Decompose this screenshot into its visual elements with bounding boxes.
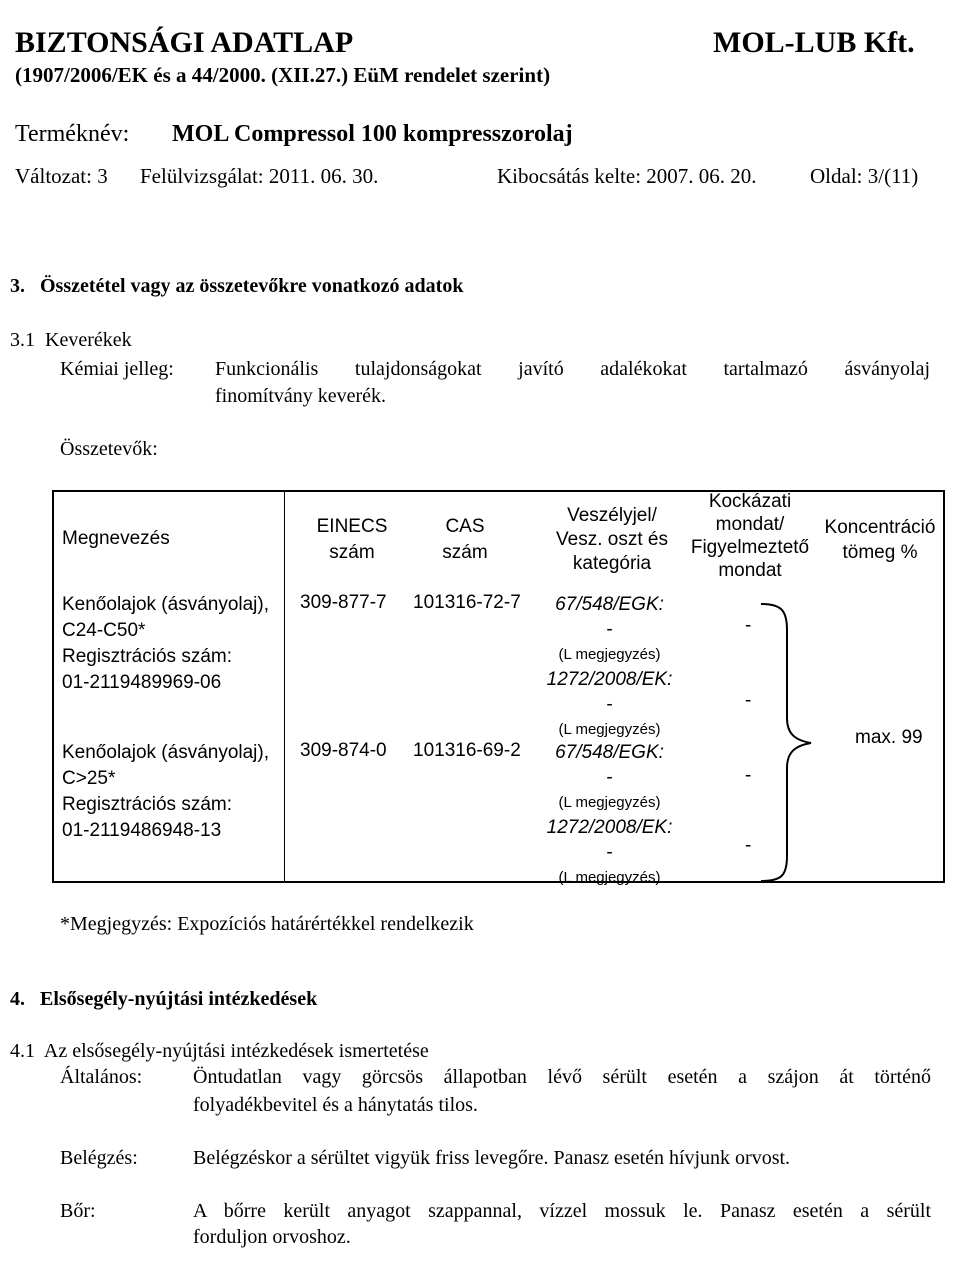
footnote: *Megjegyzés: Expozíciós határértékkel rendelkezik bbox=[60, 913, 474, 935]
inhalation-label: Belégzés: bbox=[60, 1147, 138, 1169]
hazard-class: 67/548/EGK: - (L megjegyzés) 1272/2008/EK: - (L megjegyzés) bbox=[546, 742, 673, 886]
general-text: Öntudatlan vagy görcsös állapotban lévő sérült esetén a szájon át történő bbox=[193, 1066, 931, 1088]
regulation-line: (1907/2006/EK és a 44/2000. (XII.27.) EüM rendelet szerint) bbox=[15, 63, 551, 87]
hazard-class: 67/548/EGK: - (L megjegyzés) 1272/2008/EK: - (L megjegyzés) bbox=[546, 594, 673, 738]
skin-label: Bőr: bbox=[60, 1200, 96, 1222]
table-row: Kenőolajok (ásványolaj), C24-C50* Regisztrációs szám: 01-2119489969-06 bbox=[62, 594, 270, 693]
skin-text-2: forduljon orvoshoz. bbox=[193, 1226, 351, 1248]
table-row: Kenőolajok (ásványolaj), C>25* Regisztrációs szám: 01-2119486948-13 bbox=[62, 742, 270, 841]
page-number: Oldal: 3/(11) bbox=[810, 164, 919, 188]
chemical-nature-label: Kémiai jelleg: bbox=[60, 358, 174, 380]
risk-phrase: - bbox=[745, 835, 752, 856]
table-divider bbox=[284, 490, 285, 883]
general-label: Általános: bbox=[60, 1066, 143, 1088]
header-concentration: Koncentráció tömeg % bbox=[824, 517, 936, 563]
risk-phrase: - bbox=[745, 765, 752, 786]
header-einecs: EINECS szám bbox=[316, 516, 388, 563]
cas-number: 101316-69-2 bbox=[413, 740, 521, 761]
chemical-nature-text-2: finomítvány keverék. bbox=[215, 385, 387, 407]
einecs-number: 309-874-0 bbox=[300, 740, 387, 761]
risk-phrase: - bbox=[745, 690, 752, 711]
document-title: BIZTONSÁGI ADATLAP bbox=[15, 26, 354, 59]
issue-date: Kibocsátás kelte: 2007. 06. 20. bbox=[497, 164, 757, 188]
revision-date: Felülvizsgálat: 2011. 06. 30. bbox=[140, 164, 379, 188]
header-risk: Kockázati mondat/ Figyelmeztető mondat bbox=[690, 491, 810, 581]
section-4-1-heading: 4.1 Az elsősegély-nyújtási intézkedések ismertetése bbox=[10, 1040, 429, 1062]
inhalation-text: Belégzéskor a sérültet vigyük friss levegőre. Panasz esetén hívjunk orvost. bbox=[193, 1147, 791, 1169]
product-name: MOL Compressol 100 kompresszorolaj bbox=[172, 121, 573, 147]
cas-number: 101316-72-7 bbox=[413, 592, 521, 613]
version: Változat: 3 bbox=[15, 164, 108, 188]
company-name: MOL-LUB Kft. bbox=[713, 26, 915, 59]
header-name: Megnevezés bbox=[62, 528, 170, 549]
section-3-heading: 3. Összetétel vagy az összetevőkre vonatkozó adatok bbox=[10, 275, 464, 297]
section-4-heading: 4. Elsősegély-nyújtási intézkedések bbox=[10, 988, 318, 1010]
header-hazard: Veszélyjel/ Vesz. oszt és kategória bbox=[556, 505, 668, 574]
curly-brace-icon bbox=[755, 600, 825, 884]
chemical-nature-text: Funkcionális tulajdonságokat javító adalékokat tartalmazó ásványolaj bbox=[215, 358, 930, 380]
components-label: Összetevők: bbox=[60, 438, 158, 460]
einecs-number: 309-877-7 bbox=[300, 592, 387, 613]
header-cas: CAS szám bbox=[442, 516, 488, 563]
concentration-value: max. 99 bbox=[855, 727, 923, 748]
risk-phrase: - bbox=[745, 615, 752, 636]
product-label: Terméknév: bbox=[15, 121, 130, 147]
general-text-2: folyadékbevitel és a hánytatás tilos. bbox=[193, 1094, 478, 1116]
skin-text: A bőrre került anyagot szappannal, vízzel mossuk le. Panasz esetén a sérült bbox=[193, 1200, 931, 1222]
section-3-1-heading: 3.1 Keverékek bbox=[10, 329, 132, 351]
